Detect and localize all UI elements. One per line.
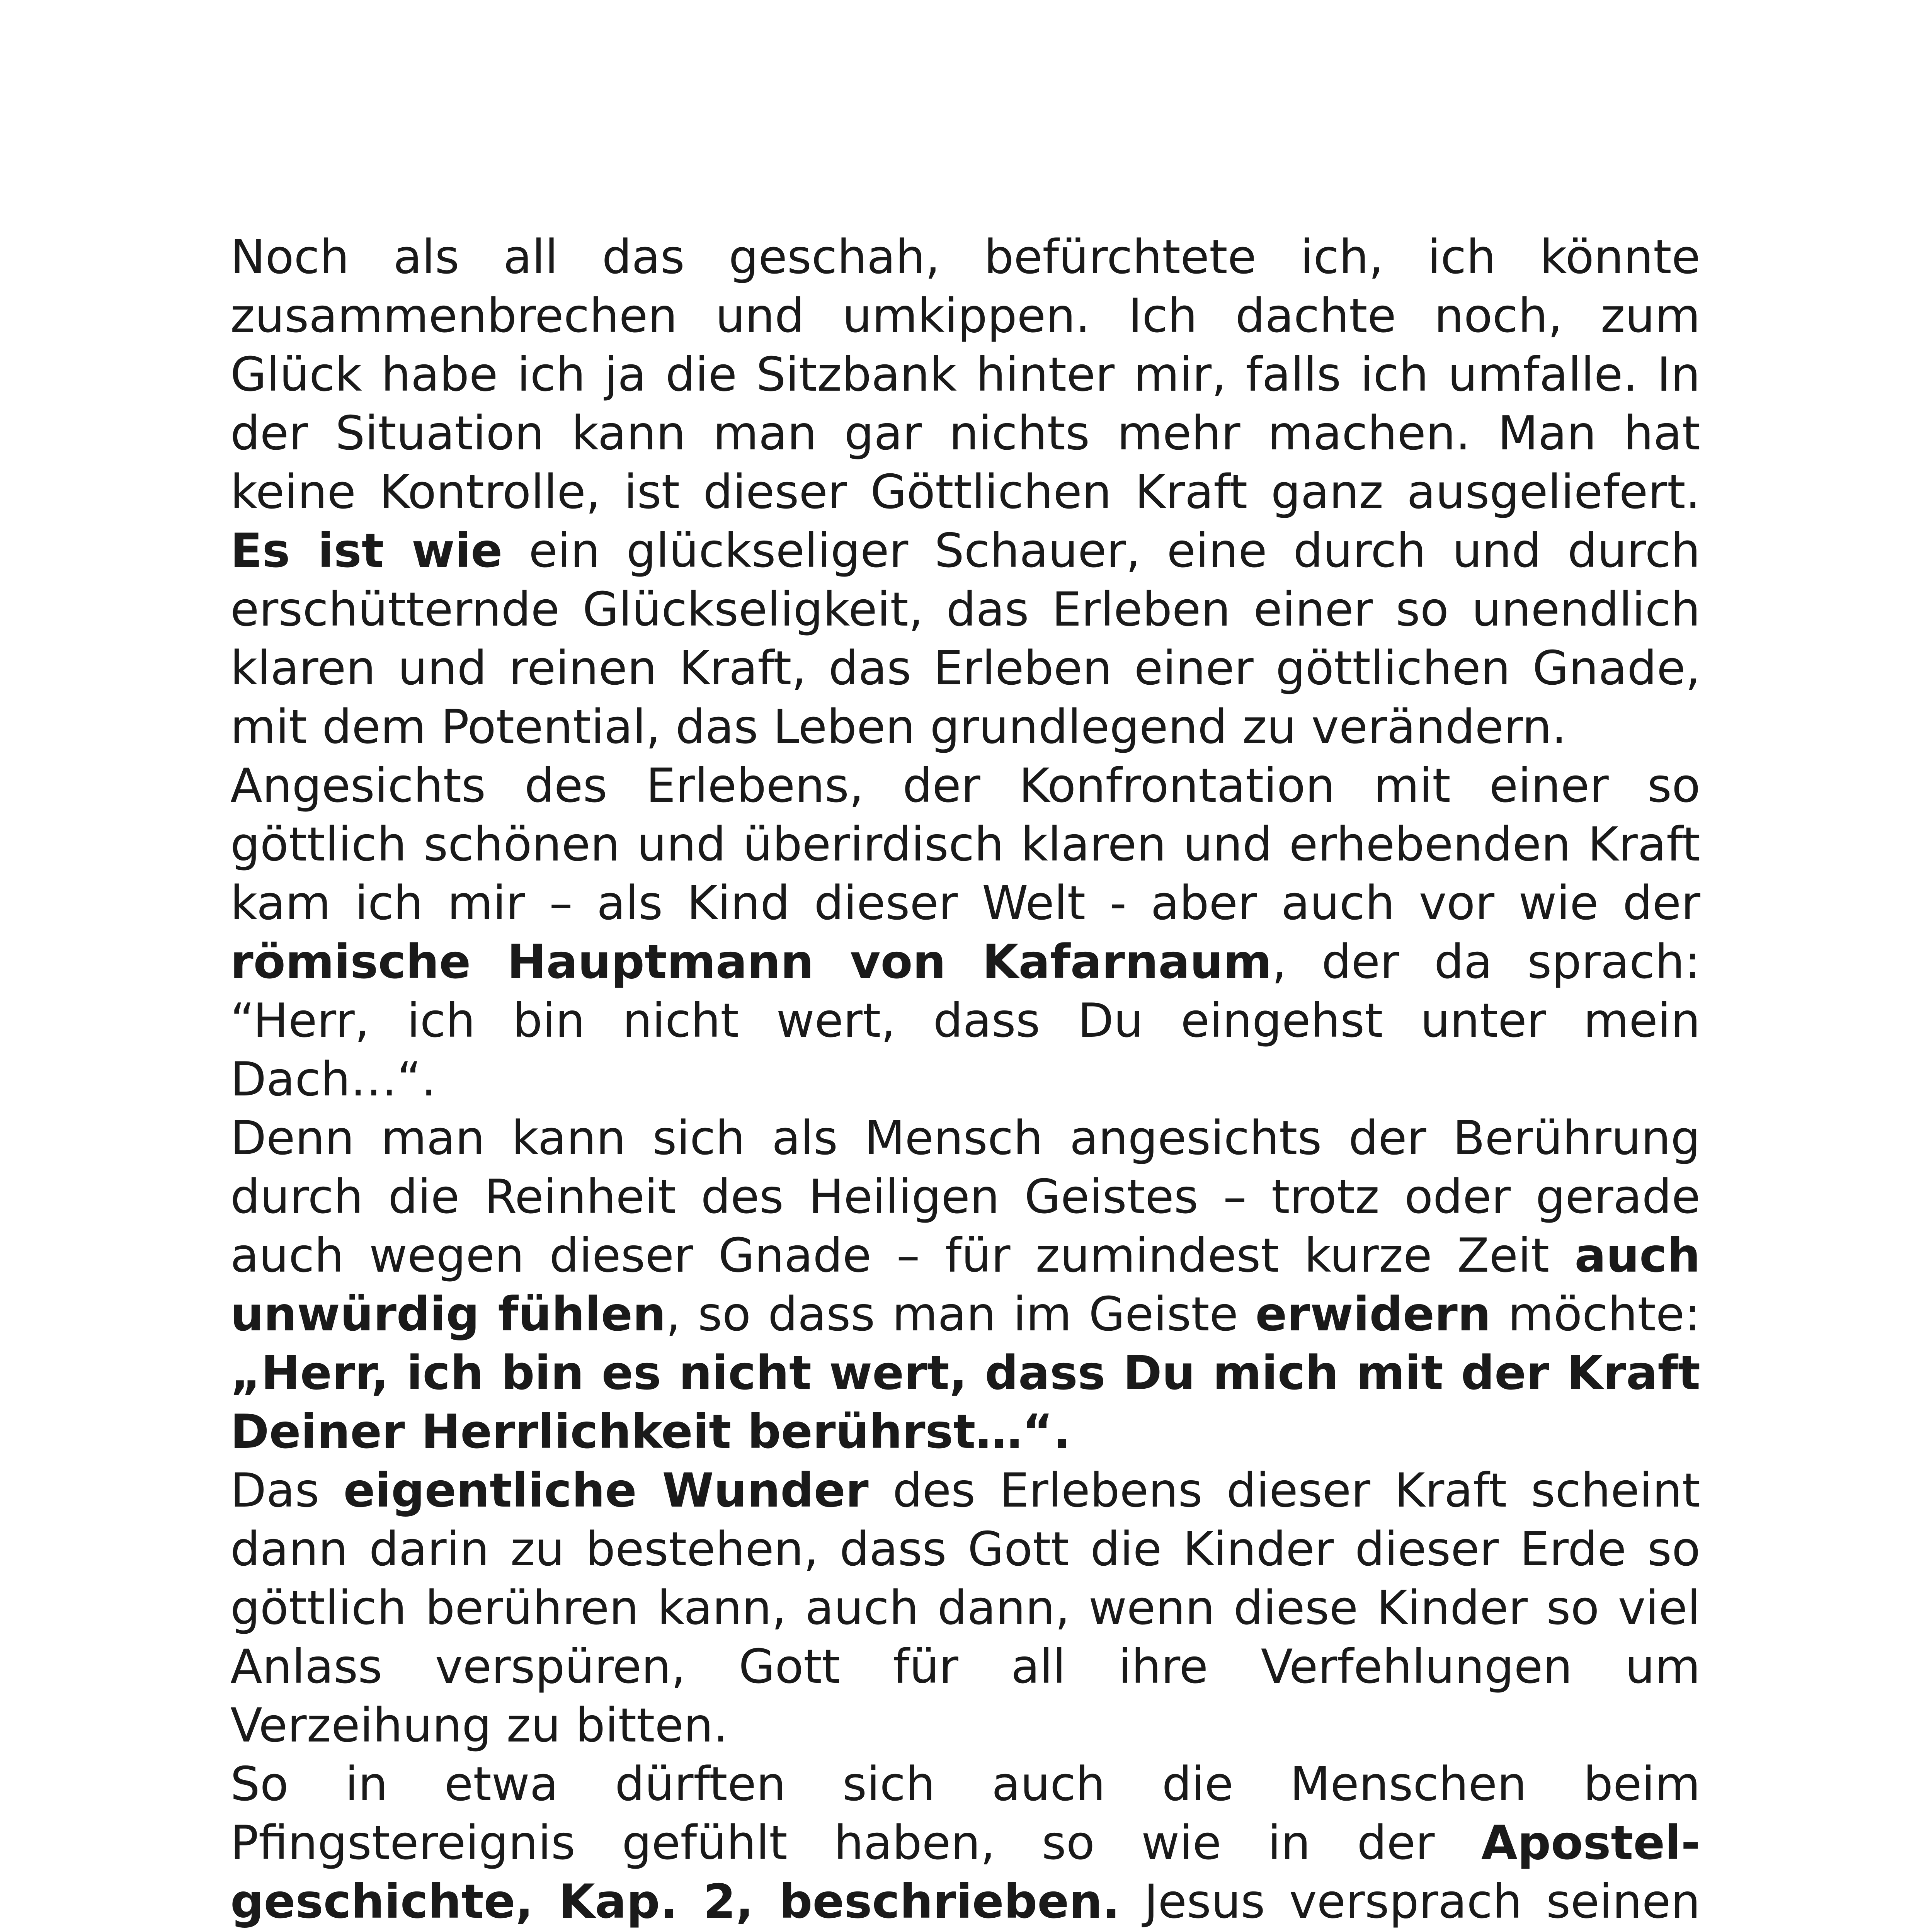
text-run: Angesichts des Erlebens, der Konfrontation mit einer so göttlich schönen und überirdisch klaren und erhebenden Kraft kam ich mir – als Kind dieser Welt - aber auch vor wie der <box>230 759 1700 930</box>
text-run: Jesus versprach seinen <box>1144 1874 1700 1929</box>
paragraph <box>230 757 1700 1109</box>
bold-text: erwidern <box>1255 1287 1491 1342</box>
text-run: Das <box>230 1463 344 1518</box>
text-run: Denn man kann sich als Mensch angesichts der Berührung durch die Reinheit des Heiligen Geistes – trotz oder gerade auch wegen dieser Gnade – für zumindest kurze Zeit <box>230 1111 1700 1283</box>
bold-text: Apostel-geschichte, Kap. 2, beschrieben. <box>230 1816 1700 1929</box>
paragraph <box>230 1109 1700 1461</box>
text-run: ein glückseliger Schauer, eine durch und durch erschütternde Glückseligkeit, das Erleben einer so unendlich klaren und reinen Kraft, das Erleben einer göttlichen Gnade, mit dem Potential, das Leben grundlegend zu verändern. <box>230 524 1700 754</box>
page-body <box>230 228 1700 1932</box>
text-run: , der da sprach: “Herr, ich bin nicht wert, dass Du eingehst unter mein Dach…“. <box>230 935 1701 1107</box>
text-run: Noch als all das geschah, befürchtete ich, ich könnte zusammenbrechen und umkippen. Ich dachte noch, zum Glück habe ich ja die Sitzbank hinter mir, falls ich umfalle. In der Situation kann man gar nichts mehr machen. Man hat keine Kontrolle, ist dieser Göttlichen Kraft ganz ausgeliefert. <box>230 230 1700 519</box>
text-run: möchte: <box>1491 1287 1700 1342</box>
paragraph <box>230 1755 1700 1932</box>
paragraph <box>230 1461 1700 1755</box>
bold-text: „Herr, ich bin es nicht wert, dass Du mich mit der Kraft Deiner Herrlichkeit berührst…“. <box>230 1346 1700 1459</box>
text-run: des Erlebens dieser Kraft scheint dann darin zu bestehen, dass Gott die Kinder dieser Erde so göttlich berühren kann, auch dann, wenn diese Kinder so viel Anlass verspüren, Gott für all ihre Verfehlungen um Verzeihung zu bitten. <box>230 1463 1700 1753</box>
bold-text: eigentliche Wunder <box>343 1463 869 1518</box>
bold-text: römische Hauptmann von Kafarnaum <box>230 935 1272 989</box>
text-run: So in etwa dürften sich auch die Menschen beim Pfingstereignis gefühlt haben, so wie in der <box>230 1757 1700 1870</box>
bold-text: Es ist wie <box>230 524 503 578</box>
text-run: , so dass man im Geiste <box>666 1287 1256 1342</box>
bold-text: auch unwürdig fühlen <box>230 1228 1700 1342</box>
paragraph <box>230 228 1700 757</box>
